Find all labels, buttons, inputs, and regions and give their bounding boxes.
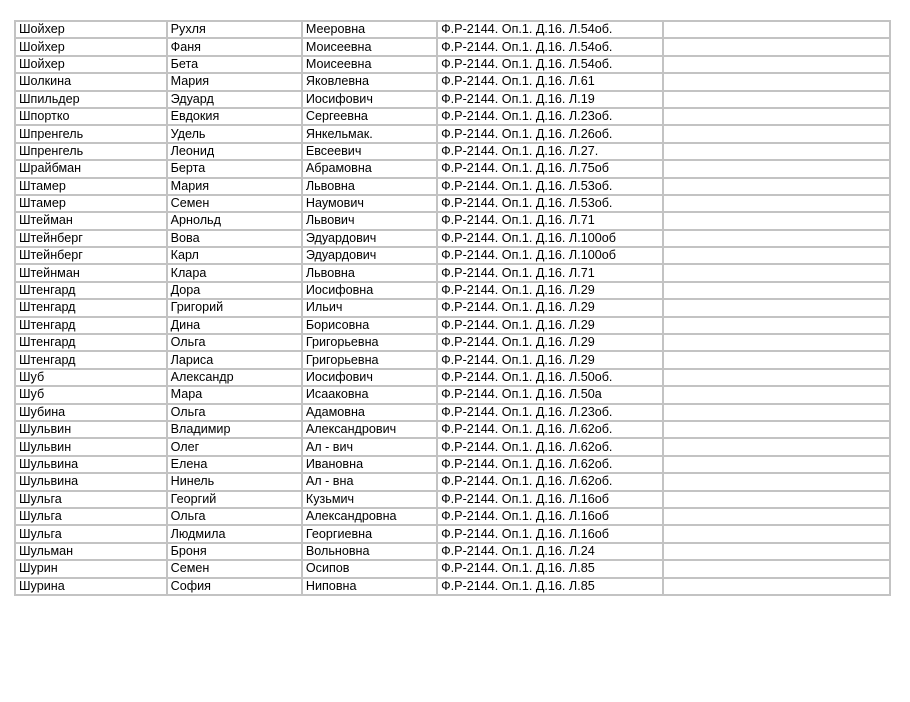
patronymic-cell: Моисеевна — [302, 38, 437, 55]
archive-reference-cell: Ф.Р-2144. Оп.1. Д.16. Л.50об. — [437, 369, 662, 386]
table-row — [15, 560, 890, 577]
table-row — [15, 195, 890, 212]
patronymic-cell: Исааковна — [302, 386, 437, 403]
archive-reference-cell: Ф.Р-2144. Оп.1. Д.16. Л.54об. — [437, 56, 662, 73]
first-name-cell: Леонид — [167, 143, 302, 160]
extra-cell — [663, 143, 891, 160]
table-row — [15, 351, 890, 368]
archive-reference-cell: Ф.Р-2144. Оп.1. Д.16. Л.50а — [437, 386, 662, 403]
first-name-cell: Ольга — [167, 334, 302, 351]
first-name-cell: Клара — [167, 264, 302, 281]
table-row — [15, 334, 890, 351]
patronymic-cell: Александровна — [302, 508, 437, 525]
patronymic-cell: Александрович — [302, 421, 437, 438]
first-name-cell: Семен — [167, 195, 302, 212]
table-row — [15, 56, 890, 73]
extra-cell — [663, 230, 891, 247]
table-row — [15, 73, 890, 90]
first-name-cell: Георгий — [167, 491, 302, 508]
first-name-cell: Бета — [167, 56, 302, 73]
table-row — [15, 404, 890, 421]
surname-cell: Штамер — [15, 178, 167, 195]
first-name-cell: Вова — [167, 230, 302, 247]
patronymic-cell: Адамовна — [302, 404, 437, 421]
surname-cell: Шульвина — [15, 473, 167, 490]
first-name-cell: Карл — [167, 247, 302, 264]
first-name-cell: Олег — [167, 438, 302, 455]
records-table-body — [15, 21, 890, 595]
archive-reference-cell: Ф.Р-2144. Оп.1. Д.16. Л.27. — [437, 143, 662, 160]
surname-cell: Шульвин — [15, 421, 167, 438]
patronymic-cell: Ал - вич — [302, 438, 437, 455]
patronymic-cell: Георгиевна — [302, 525, 437, 542]
table-row — [15, 264, 890, 281]
extra-cell — [663, 125, 891, 142]
table-row — [15, 386, 890, 403]
surname-cell: Штейнман — [15, 264, 167, 281]
surname-cell: Штенгард — [15, 299, 167, 316]
first-name-cell: Владимир — [167, 421, 302, 438]
extra-cell — [663, 247, 891, 264]
extra-cell — [663, 578, 891, 595]
surname-cell: Шпортко — [15, 108, 167, 125]
archive-reference-cell: Ф.Р-2144. Оп.1. Д.16. Л.61 — [437, 73, 662, 90]
archive-reference-cell: Ф.Р-2144. Оп.1. Д.16. Л.62об. — [437, 456, 662, 473]
patronymic-cell: Абрамовна — [302, 160, 437, 177]
patronymic-cell: Мееровна — [302, 21, 437, 38]
surname-cell: Шолкина — [15, 73, 167, 90]
first-name-cell: Ольга — [167, 404, 302, 421]
surname-cell: Штенгард — [15, 282, 167, 299]
table-row — [15, 508, 890, 525]
patronymic-cell: Кузьмич — [302, 491, 437, 508]
patronymic-cell: Иосифович — [302, 369, 437, 386]
table-row — [15, 525, 890, 542]
first-name-cell: Лариса — [167, 351, 302, 368]
patronymic-cell: Янкельмак. — [302, 125, 437, 142]
patronymic-cell: Григорьевна — [302, 351, 437, 368]
patronymic-cell: Львовна — [302, 178, 437, 195]
patronymic-cell: Эдуардович — [302, 230, 437, 247]
patronymic-cell: Иосифовна — [302, 282, 437, 299]
patronymic-cell: Григорьевна — [302, 334, 437, 351]
archive-reference-cell: Ф.Р-2144. Оп.1. Д.16. Л.71 — [437, 212, 662, 229]
archive-reference-cell: Ф.Р-2144. Оп.1. Д.16. Л.26об. — [437, 125, 662, 142]
extra-cell — [663, 560, 891, 577]
extra-cell — [663, 317, 891, 334]
surname-cell: Шойхер — [15, 38, 167, 55]
extra-cell — [663, 508, 891, 525]
surname-cell: Шпильдер — [15, 91, 167, 108]
archive-reference-cell: Ф.Р-2144. Оп.1. Д.16. Л.29 — [437, 334, 662, 351]
table-row — [15, 21, 890, 38]
patronymic-cell: Ал - вна — [302, 473, 437, 490]
extra-cell — [663, 299, 891, 316]
first-name-cell: Мария — [167, 178, 302, 195]
extra-cell — [663, 351, 891, 368]
surname-cell: Шубина — [15, 404, 167, 421]
table-row — [15, 178, 890, 195]
surname-cell: Шуб — [15, 369, 167, 386]
extra-cell — [663, 456, 891, 473]
extra-cell — [663, 386, 891, 403]
first-name-cell: Фаня — [167, 38, 302, 55]
table-row — [15, 369, 890, 386]
extra-cell — [663, 73, 891, 90]
surname-cell: Штейман — [15, 212, 167, 229]
first-name-cell: Удель — [167, 125, 302, 142]
surname-cell: Шпренгель — [15, 143, 167, 160]
patronymic-cell: Эдуардович — [302, 247, 437, 264]
archive-reference-cell: Ф.Р-2144. Оп.1. Д.16. Л.100об — [437, 247, 662, 264]
table-row — [15, 247, 890, 264]
first-name-cell: Александр — [167, 369, 302, 386]
surname-cell: Штенгард — [15, 334, 167, 351]
archive-reference-cell: Ф.Р-2144. Оп.1. Д.16. Л.75об — [437, 160, 662, 177]
extra-cell — [663, 525, 891, 542]
first-name-cell: Рухля — [167, 21, 302, 38]
surname-cell: Штейнберг — [15, 230, 167, 247]
archive-reference-cell: Ф.Р-2144. Оп.1. Д.16. Л.53об. — [437, 178, 662, 195]
first-name-cell: Берта — [167, 160, 302, 177]
surname-cell: Шпренгель — [15, 125, 167, 142]
table-row — [15, 91, 890, 108]
first-name-cell: Людмила — [167, 525, 302, 542]
extra-cell — [663, 56, 891, 73]
extra-cell — [663, 369, 891, 386]
archive-reference-cell: Ф.Р-2144. Оп.1. Д.16. Л.16об — [437, 491, 662, 508]
extra-cell — [663, 91, 891, 108]
extra-cell — [663, 491, 891, 508]
archive-reference-cell: Ф.Р-2144. Оп.1. Д.16. Л.62об. — [437, 421, 662, 438]
archive-reference-cell: Ф.Р-2144. Оп.1. Д.16. Л.62об. — [437, 438, 662, 455]
archive-reference-cell: Ф.Р-2144. Оп.1. Д.16. Л.71 — [437, 264, 662, 281]
surname-cell: Шульга — [15, 491, 167, 508]
first-name-cell: Мария — [167, 73, 302, 90]
archive-reference-cell: Ф.Р-2144. Оп.1. Д.16. Л.62об. — [437, 473, 662, 490]
archive-reference-cell: Ф.Р-2144. Оп.1. Д.16. Л.23об. — [437, 108, 662, 125]
patronymic-cell: Наумович — [302, 195, 437, 212]
table-row — [15, 543, 890, 560]
archive-reference-cell: Ф.Р-2144. Оп.1. Д.16. Л.85 — [437, 578, 662, 595]
archive-reference-cell: Ф.Р-2144. Оп.1. Д.16. Л.23об. — [437, 404, 662, 421]
archive-reference-cell: Ф.Р-2144. Оп.1. Д.16. Л.19 — [437, 91, 662, 108]
extra-cell — [663, 421, 891, 438]
table-row — [15, 578, 890, 595]
archive-reference-cell: Ф.Р-2144. Оп.1. Д.16. Л.29 — [437, 282, 662, 299]
table-row — [15, 160, 890, 177]
archive-reference-cell: Ф.Р-2144. Оп.1. Д.16. Л.16об — [437, 508, 662, 525]
table-row — [15, 438, 890, 455]
patronymic-cell: Львовна — [302, 264, 437, 281]
archive-reference-cell: Ф.Р-2144. Оп.1. Д.16. Л.85 — [437, 560, 662, 577]
first-name-cell: Евдокия — [167, 108, 302, 125]
archive-reference-cell: Ф.Р-2144. Оп.1. Д.16. Л.24 — [437, 543, 662, 560]
records-table — [14, 20, 891, 596]
first-name-cell: Елена — [167, 456, 302, 473]
extra-cell — [663, 195, 891, 212]
extra-cell — [663, 282, 891, 299]
table-row — [15, 230, 890, 247]
archive-reference-cell: Ф.Р-2144. Оп.1. Д.16. Л.54об. — [437, 21, 662, 38]
extra-cell — [663, 543, 891, 560]
extra-cell — [663, 212, 891, 229]
table-row — [15, 317, 890, 334]
surname-cell: Штейнберг — [15, 247, 167, 264]
extra-cell — [663, 178, 891, 195]
patronymic-cell: Яковлевна — [302, 73, 437, 90]
table-row — [15, 143, 890, 160]
surname-cell: Шойхер — [15, 56, 167, 73]
extra-cell — [663, 473, 891, 490]
extra-cell — [663, 404, 891, 421]
table-row — [15, 282, 890, 299]
extra-cell — [663, 21, 891, 38]
first-name-cell: Эдуард — [167, 91, 302, 108]
archive-reference-cell: Ф.Р-2144. Оп.1. Д.16. Л.29 — [437, 299, 662, 316]
surname-cell: Шульвина — [15, 456, 167, 473]
archive-reference-cell: Ф.Р-2144. Оп.1. Д.16. Л.29 — [437, 317, 662, 334]
extra-cell — [663, 438, 891, 455]
patronymic-cell: Борисовна — [302, 317, 437, 334]
table-row — [15, 456, 890, 473]
table-row — [15, 473, 890, 490]
patronymic-cell: Львович — [302, 212, 437, 229]
archive-reference-cell: Ф.Р-2144. Оп.1. Д.16. Л.54об. — [437, 38, 662, 55]
extra-cell — [663, 334, 891, 351]
surname-cell: Шульман — [15, 543, 167, 560]
extra-cell — [663, 160, 891, 177]
surname-cell: Штамер — [15, 195, 167, 212]
extra-cell — [663, 38, 891, 55]
surname-cell: Шуб — [15, 386, 167, 403]
surname-cell: Шрайбман — [15, 160, 167, 177]
archive-reference-cell: Ф.Р-2144. Оп.1. Д.16. Л.29 — [437, 351, 662, 368]
archive-reference-cell: Ф.Р-2144. Оп.1. Д.16. Л.100об — [437, 230, 662, 247]
table-row — [15, 125, 890, 142]
table-row — [15, 421, 890, 438]
patronymic-cell: Моисеевна — [302, 56, 437, 73]
first-name-cell: Дора — [167, 282, 302, 299]
first-name-cell: Григорий — [167, 299, 302, 316]
patronymic-cell: Вольновна — [302, 543, 437, 560]
surname-cell: Шульга — [15, 525, 167, 542]
table-row — [15, 299, 890, 316]
first-name-cell: Мара — [167, 386, 302, 403]
patronymic-cell: Иосифович — [302, 91, 437, 108]
first-name-cell: София — [167, 578, 302, 595]
surname-cell: Шурин — [15, 560, 167, 577]
surname-cell: Шойхер — [15, 21, 167, 38]
extra-cell — [663, 108, 891, 125]
first-name-cell: Семен — [167, 560, 302, 577]
archive-reference-cell: Ф.Р-2144. Оп.1. Д.16. Л.53об. — [437, 195, 662, 212]
table-row — [15, 38, 890, 55]
surname-cell: Штенгард — [15, 317, 167, 334]
patronymic-cell: Осипов — [302, 560, 437, 577]
first-name-cell: Нинель — [167, 473, 302, 490]
first-name-cell: Броня — [167, 543, 302, 560]
extra-cell — [663, 264, 891, 281]
patronymic-cell: Ивановна — [302, 456, 437, 473]
surname-cell: Шульга — [15, 508, 167, 525]
patronymic-cell: Ниповна — [302, 578, 437, 595]
patronymic-cell: Евсеевич — [302, 143, 437, 160]
surname-cell: Шульвин — [15, 438, 167, 455]
archive-reference-cell: Ф.Р-2144. Оп.1. Д.16. Л.16об — [437, 525, 662, 542]
table-row — [15, 212, 890, 229]
table-row — [15, 108, 890, 125]
first-name-cell: Ольга — [167, 508, 302, 525]
table-row — [15, 491, 890, 508]
patronymic-cell: Ильич — [302, 299, 437, 316]
first-name-cell: Дина — [167, 317, 302, 334]
first-name-cell: Арнольд — [167, 212, 302, 229]
surname-cell: Штенгард — [15, 351, 167, 368]
surname-cell: Шурина — [15, 578, 167, 595]
patronymic-cell: Сергеевна — [302, 108, 437, 125]
